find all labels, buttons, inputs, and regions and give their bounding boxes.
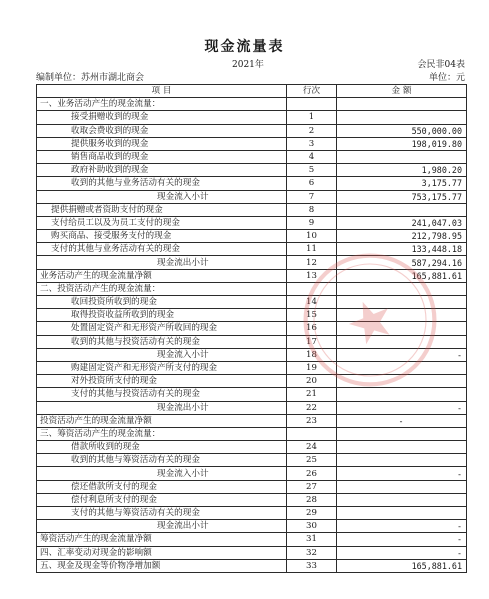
table-row [37, 361, 467, 374]
table-row [37, 467, 467, 480]
row-amount [337, 480, 467, 493]
table-row [37, 256, 467, 269]
row-amount: - [337, 348, 467, 361]
row-amount [337, 335, 467, 348]
row-amount [337, 388, 467, 401]
table-row [37, 296, 467, 309]
table-row [37, 559, 467, 572]
row-amount [337, 507, 467, 520]
row-label: 现金流出小计 [37, 256, 287, 269]
table-row [37, 243, 467, 256]
table-row [37, 335, 467, 348]
table-row [37, 269, 467, 282]
table-row [37, 177, 467, 190]
row-number: 14 [287, 296, 337, 309]
row-number: 7 [287, 190, 337, 203]
table-row [37, 546, 467, 559]
row-number: 22 [287, 401, 337, 414]
row-number: 3 [287, 137, 337, 150]
row-amount: 3,175.77 [337, 177, 467, 190]
row-number: 24 [287, 441, 337, 454]
header-row-no: 行次 [287, 85, 337, 98]
row-amount: 133,448.18 [337, 243, 467, 256]
row-number: 15 [287, 309, 337, 322]
row-label: 提供服务收到的现金 [37, 137, 287, 150]
row-label: 支付的其他与投资活动有关的现金 [37, 388, 287, 401]
row-label: 投资活动产生的现金流量净额 [37, 414, 287, 427]
table-row [37, 203, 467, 216]
row-amount [337, 441, 467, 454]
row-number [287, 427, 337, 440]
statement-year: 2021年 [232, 60, 264, 70]
table-row [37, 282, 467, 295]
row-number: 25 [287, 454, 337, 467]
row-amount [337, 375, 467, 388]
row-label: 支付的其他与业务活动有关的现金 [37, 243, 287, 256]
row-amount [337, 322, 467, 335]
table-row [37, 401, 467, 414]
row-number: 28 [287, 493, 337, 506]
row-label: 收到的其他与投资活动有关的现金 [37, 335, 287, 348]
table-row [37, 150, 467, 163]
row-number: 12 [287, 256, 337, 269]
row-label: 收回投资所收到的现金 [37, 296, 287, 309]
row-label: 二、投资活动产生的现金流量： [37, 282, 287, 295]
table-row [37, 124, 467, 137]
row-number: 9 [287, 216, 337, 229]
row-number: 29 [287, 507, 337, 520]
table-row [37, 230, 467, 243]
row-label: 接受捐赠收到的现金 [37, 111, 287, 124]
row-amount [337, 493, 467, 506]
table-row [37, 322, 467, 335]
row-label: 偿还借款所支付的现金 [37, 480, 287, 493]
table-row [37, 375, 467, 388]
row-label: 对外投资所支付的现金 [37, 375, 287, 388]
row-number: 30 [287, 520, 337, 533]
row-label: 销售商品收到的现金 [37, 150, 287, 163]
row-number: 4 [287, 150, 337, 163]
row-number: 16 [287, 322, 337, 335]
row-amount: 198,019.80 [337, 137, 467, 150]
row-number: 23 [287, 414, 337, 427]
row-number: 6 [287, 177, 337, 190]
row-amount: - [337, 520, 467, 533]
row-amount: 241,047.03 [337, 216, 467, 229]
row-number: 31 [287, 533, 337, 546]
row-amount: 550,000.00 [337, 124, 467, 137]
row-label: 处置固定资产和无形资产所收回的现金 [37, 322, 287, 335]
row-amount: - [337, 414, 467, 427]
row-number: 17 [287, 335, 337, 348]
row-number: 20 [287, 375, 337, 388]
row-amount: 753,175.77 [337, 190, 467, 203]
row-number: 5 [287, 164, 337, 177]
row-amount: 212,798.95 [337, 230, 467, 243]
row-number: 21 [287, 388, 337, 401]
table-row [37, 414, 467, 427]
row-amount: 587,294.16 [337, 256, 467, 269]
row-label: 业务活动产生的现金流量净额 [37, 269, 287, 282]
row-label: 支付的其他与筹资活动有关的现金 [37, 507, 287, 520]
row-label: 一、业务活动产生的现金流量： [37, 98, 287, 111]
table-row [37, 309, 467, 322]
row-label: 收到的其他与业务活动有关的现金 [37, 177, 287, 190]
row-label: 偿付利息所支付的现金 [37, 493, 287, 506]
row-label: 提供捐赠或者资助支付的现金 [37, 203, 287, 216]
row-label: 三、筹资活动产生的现金流量： [37, 427, 287, 440]
row-amount [337, 98, 467, 111]
row-label: 四、汇率变动对现金的影响额 [37, 546, 287, 559]
row-amount: 165,881.61 [337, 269, 467, 282]
table-row [37, 348, 467, 361]
row-number: 32 [287, 546, 337, 559]
row-number: 18 [287, 348, 337, 361]
row-label: 借款所收到的现金 [37, 441, 287, 454]
table-row [37, 164, 467, 177]
table-row [37, 441, 467, 454]
row-label: 现金流出小计 [37, 401, 287, 414]
row-number: 8 [287, 203, 337, 216]
table-row [37, 493, 467, 506]
row-amount: - [337, 401, 467, 414]
row-label: 现金流入小计 [37, 467, 287, 480]
row-number: 2 [287, 124, 337, 137]
table-header-row [37, 85, 467, 98]
row-number [287, 282, 337, 295]
row-number [287, 98, 337, 111]
row-amount: 165,881.61 [337, 559, 467, 572]
currency-unit: 单位：元 [428, 73, 465, 83]
row-label: 收取会费收到的现金 [37, 124, 287, 137]
preparing-organization: 编制单位：苏州市湖北商会 [36, 73, 145, 83]
row-amount: - [337, 467, 467, 480]
row-label: 收到的其他与筹资活动有关的现金 [37, 454, 287, 467]
table-row [37, 507, 467, 520]
row-number: 11 [287, 243, 337, 256]
row-number: 33 [287, 559, 337, 572]
row-number: 1 [287, 111, 337, 124]
form-number: 会民非04表 [417, 60, 465, 70]
row-number: 10 [287, 230, 337, 243]
row-label: 五、现金及现金等价物净增加额 [37, 559, 287, 572]
row-amount [337, 111, 467, 124]
table-row [37, 533, 467, 546]
row-label: 现金流入小计 [37, 190, 287, 203]
row-amount [337, 296, 467, 309]
row-label: 购买商品、接受服务支付的现金 [37, 230, 287, 243]
table-row [37, 520, 467, 533]
header-amount: 金 额 [337, 85, 467, 98]
row-amount: - [337, 533, 467, 546]
row-label: 取得投资收益所收到的现金 [37, 309, 287, 322]
row-number: 26 [287, 467, 337, 480]
table-row [37, 216, 467, 229]
table-row [37, 454, 467, 467]
row-amount [337, 282, 467, 295]
row-label: 现金流出小计 [37, 520, 287, 533]
table-row [37, 137, 467, 150]
row-amount: - [337, 546, 467, 559]
row-number: 19 [287, 361, 337, 374]
row-amount: 1,980.20 [337, 164, 467, 177]
row-label: 支付给员工以及为员工支付的现金 [37, 216, 287, 229]
header-item: 项 目 [37, 85, 287, 98]
row-amount [337, 454, 467, 467]
row-number: 13 [287, 269, 337, 282]
row-amount [337, 150, 467, 163]
table-body [37, 98, 467, 573]
row-amount [337, 309, 467, 322]
table-row [37, 190, 467, 203]
row-label: 购建固定资产和无形资产所支付的现金 [37, 361, 287, 374]
row-amount [337, 427, 467, 440]
row-label: 政府补助收到的现金 [37, 164, 287, 177]
row-amount [337, 361, 467, 374]
table-row [37, 388, 467, 401]
row-label: 现金流入小计 [37, 348, 287, 361]
table-row [37, 427, 467, 440]
cash-flow-table [36, 84, 467, 573]
table-row [37, 111, 467, 124]
table-row [37, 98, 467, 111]
row-label: 筹资活动产生的现金流量净额 [37, 533, 287, 546]
row-amount [337, 203, 467, 216]
table-row [37, 480, 467, 493]
statement-title: 现金流量表 [204, 39, 285, 55]
row-number: 27 [287, 480, 337, 493]
